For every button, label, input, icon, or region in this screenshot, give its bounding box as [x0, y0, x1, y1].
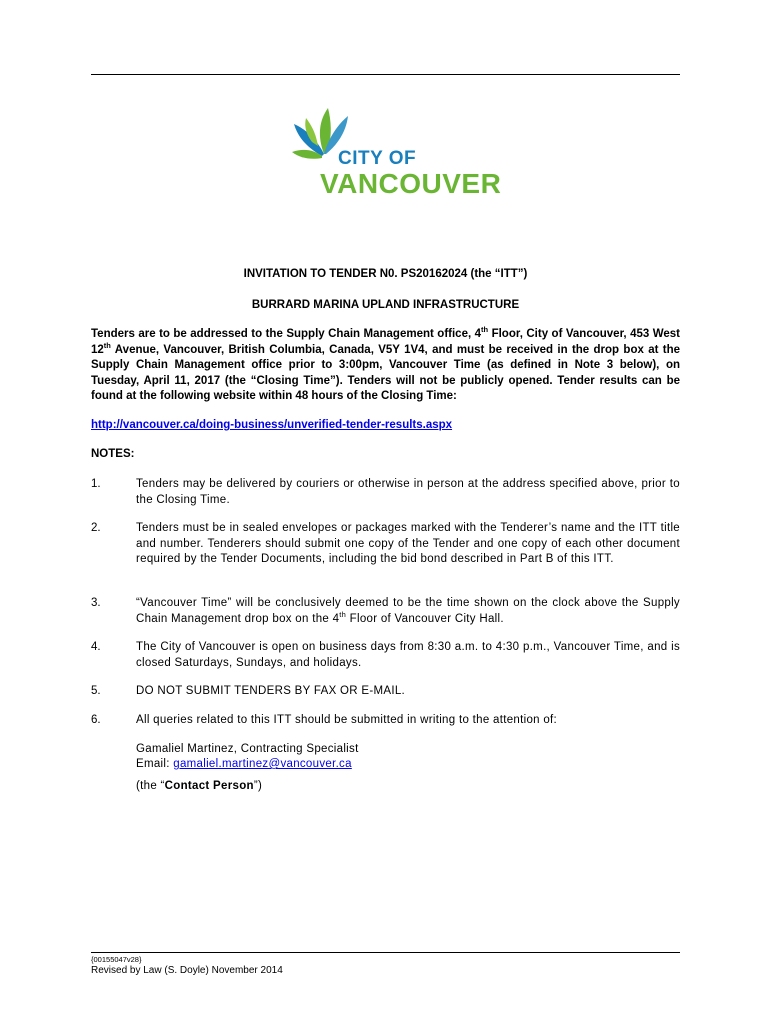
note-number: 1. [91, 478, 101, 490]
note-text: All queries related to this ITT should be submitted in writing to the attention of: [136, 714, 558, 726]
note-number: 3. [91, 597, 101, 609]
note-text [136, 596, 680, 627]
notes-heading: NOTES: [91, 448, 135, 460]
note-text: Tenders must be in sealed envelopes or packages marked with the Tenderer’s name and the ITT title and number. Tenderers should submit one copy of the Tender and one copy of each other document required by the Tender Documents, including the bid bond described in Part B of this ITT. [136, 522, 680, 565]
logo-text-vancouver: VANCOUVER [320, 168, 502, 199]
contact-email-line [136, 757, 352, 773]
note-text-b: Floor of Vancouver City Hall. [346, 612, 504, 625]
note-number: 5. [91, 685, 101, 697]
logo-text-city-of: CITY OF [338, 148, 417, 169]
footer-document-id: {00155047v28} [91, 955, 142, 964]
note-text: DO NOT SUBMIT TENDERS BY FAX OR E-MAIL. [136, 685, 406, 697]
contact-reference [136, 779, 262, 795]
note-sup: th [339, 609, 347, 619]
intro-sup-2: th [103, 340, 111, 350]
note-number: 6. [91, 714, 101, 726]
email-label: Email: [136, 758, 174, 770]
contact-email-link[interactable]: gamaliel.martinez@vancouver.ca [173, 758, 352, 770]
project-title: BURRARD MARINA UPLAND INFRASTRUCTURE [251, 299, 520, 311]
intro-text-1: Tenders are to be addressed to the Supply Chain Management office, 4 [91, 328, 482, 340]
contact-ref-open: (the “ [136, 780, 165, 792]
contact-ref-bold: Contact Person [164, 780, 254, 792]
contact-name: Gamaliel Martinez, Contracting Specialist [136, 743, 359, 755]
header-rule [91, 74, 680, 75]
footer-rule [91, 952, 680, 953]
contact-ref-close: ”) [253, 780, 263, 792]
note-text: Tenders may be delivered by couriers or otherwise in person at the address specified above, prior to the Closing Time. [136, 478, 680, 506]
tender-results-url-container [91, 419, 452, 431]
city-of-vancouver-logo [288, 102, 502, 202]
note-number: 2. [91, 522, 101, 534]
intro-sup-1: th [481, 325, 489, 335]
note-text-a: “Vancouver Time” will be conclusively deemed to be the time shown on the clock above the Supply Chain Management drop box on the 4 [136, 597, 680, 625]
document-title: INVITATION TO TENDER N0. PS20162024 (the “ITT”) [243, 268, 528, 280]
tender-results-link[interactable]: http://vancouver.ca/doing-business/unverified-tender-results.aspx [91, 419, 453, 431]
intro-text-2: Floor, City of Vancouver, 453 West 12 [91, 328, 680, 356]
intro-paragraph [91, 327, 680, 405]
intro-text-3: Avenue, Vancouver, British Columbia, Canada, V5Y 1V4, and must be received in the drop box at the Supply Chain Management office prior to 3:00pm, Vancouver Time (as defined in Note 3 below), on Tuesday, April 11, 2017 (the “Closing Time”). Tenders will not be publicly opened. Tender results can be found at the following website within 48 hours of the Closing Time: [91, 343, 680, 402]
note-number: 4. [91, 641, 101, 653]
footer-revision: Revised by Law (S. Doyle) November 2014 [91, 965, 283, 976]
note-text: The City of Vancouver is open on business days from 8:30 a.m. to 4:30 p.m., Vancouver Time, and is closed Saturdays, Sundays, and holidays. [136, 641, 680, 669]
